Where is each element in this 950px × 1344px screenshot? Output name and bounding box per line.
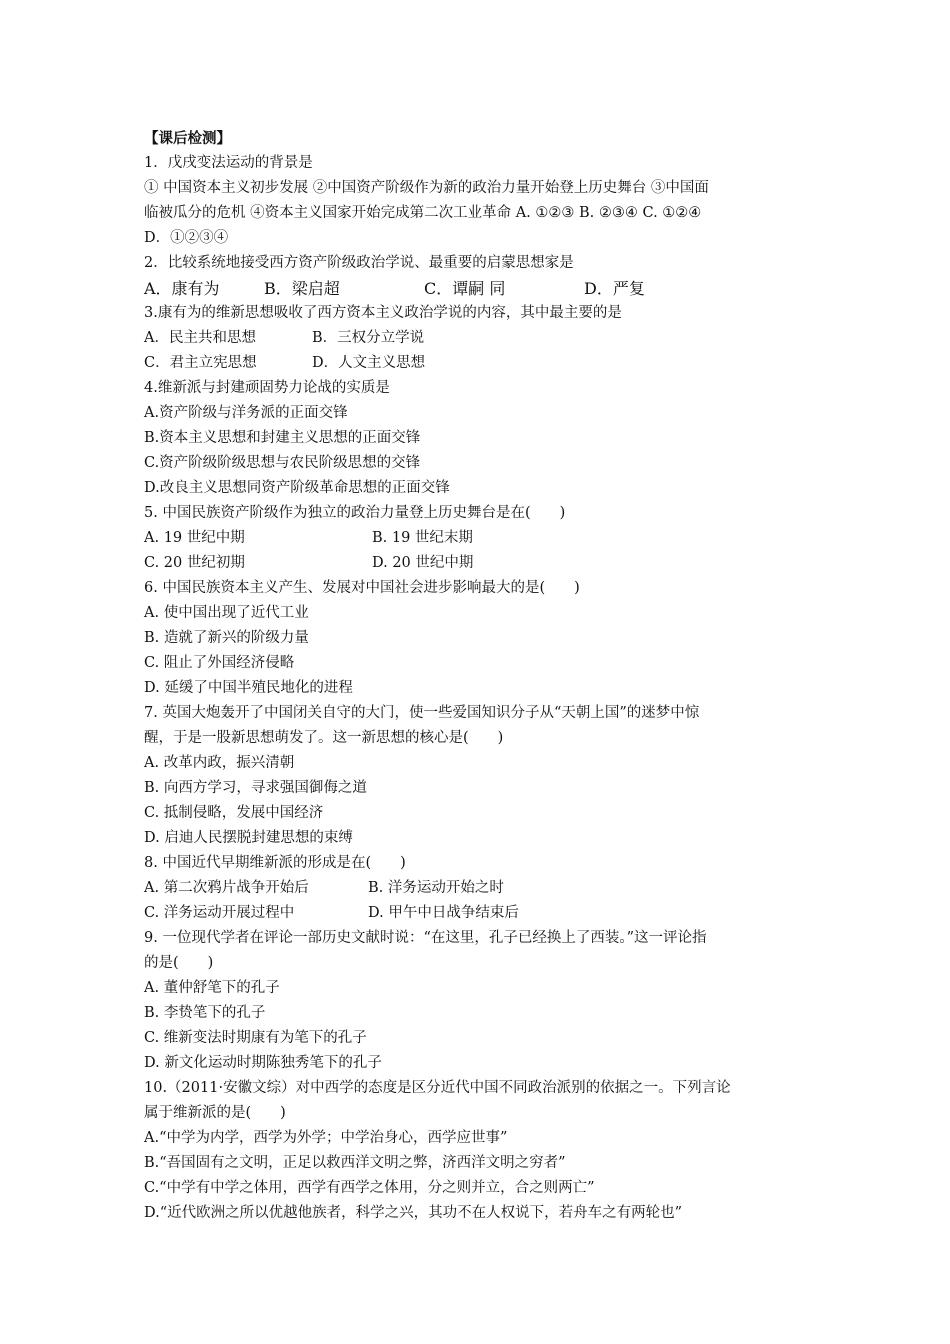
question-7-option-a: A. 改革内政，振兴清朝 [144,755,295,771]
question-4-option-c: C.资产阶级阶级思想与农民阶级思想的交锋 [144,455,421,471]
question-10-option-a: A.“中学为内学，西学为外学；中学治身心，西学应世事” [144,1130,508,1146]
question-7-option-c: C. 抵制侵略，发展中国经济 [144,805,324,821]
question-5-option-a: A. 19 世纪中期 [144,530,245,546]
question-9-option-c: C. 维新变法时期康有为笔下的孔子 [144,1030,367,1046]
question-6-option-a: A. 使中国出现了近代工业 [144,605,309,621]
question-2-option-b: B．梁启超 [264,279,340,298]
question-8-options-row-1 [144,876,814,901]
question-3-option-b: B．三权分立学说 [312,330,425,346]
question-5-option-b: B. 19 世纪末期 [372,530,473,546]
question-6-option-c: C. 阻止了外国经济侵略 [144,655,295,671]
question-6-stem: 6. 中国民族资本主义产生、发展对中国社会进步影响最大的是( ) [144,580,580,596]
question-3-options-row-1 [144,326,814,351]
question-5-options-row-2 [144,551,814,576]
question-9-stem-line-2: 的是( ) [144,955,214,971]
question-7-stem-line-2: 醒，于是一股新思想萌发了。这一新思想的核心是( ) [144,730,504,746]
question-8-option-b: B. 洋务运动开始之时 [368,880,504,896]
section-title: 【课后检测】 [144,130,231,147]
question-1-body-line-2: 临被瓜分的危机 ④资本主义国家开始完成第二次工业革命 A. ①②③ B. ②③④ C. ①②④ [144,205,702,221]
question-2-option-d: D．严复 [584,279,645,298]
question-3-options-row-2 [144,351,814,376]
question-4-option-b: B.资本主义思想和封建主义思想的正面交锋 [144,430,421,446]
question-2-option-c: C．谭嗣 同 [424,279,506,298]
question-8-options-row-2 [144,901,814,926]
question-3-option-a: A．民主共和思想 [144,330,256,346]
question-8-option-d: D. 甲午中日战争结束后 [368,905,519,921]
question-5-stem: 5. 中国民族资产阶级作为独立的政治力量登上历史舞台是在( ) [144,505,566,521]
question-9-option-b: B. 李贽笔下的孔子 [144,1005,266,1021]
question-5-option-d: D. 20 世纪中期 [372,555,474,571]
question-3-stem: 3.康有为的维新思想吸收了西方资本主义政治学说的内容，其中最主要的是 [144,305,622,321]
question-10-option-b: B.“吾国固有之文明，正足以救西洋文明之弊，济西洋文明之穷者” [144,1155,566,1171]
question-10-stem-line-2: 属于维新派的是( ) [144,1105,286,1121]
question-4-stem: 4.维新派与封建顽固势力论战的实质是 [144,380,390,396]
question-6-option-b: B. 造就了新兴的阶级力量 [144,630,309,646]
question-8-stem: 8. 中国近代早期维新派的形成是在( ) [144,855,406,871]
question-2-stem: 2．比较系统地接受西方资产阶级政治学说、最重要的启蒙思想家是 [144,255,574,271]
question-2-options [144,276,814,301]
question-10-stem-line-1: 10.（2011·安徽文综）对中西学的态度是区分近代中国不同政治派别的依据之一。下列言论 [144,1080,731,1096]
question-10-option-c: C.“中学有中学之体用，西学有西学之体用，分之则并立，合之则两亡” [144,1180,595,1196]
question-9-stem-line-1: 9. 一位现代学者在评论一部历史文献时说：“在这里，孔子已经换上了西装。”这一评论指 [144,930,707,946]
question-4-option-a: A.资产阶级与洋务派的正面交锋 [144,405,348,421]
question-7-option-d: D. 启迪人民摆脱封建思想的束缚 [144,830,353,846]
question-1-stem: 1．戊戌变法运动的背景是 [144,155,313,171]
question-5-option-c: C. 20 世纪初期 [144,555,245,571]
question-1-body-line-1: ① 中国资本主义初步发展 ②中国资产阶级作为新的政治力量开始登上历史舞台 ③中国面 [144,180,709,196]
question-10-option-d: D.“近代欧洲之所以优越他族者，科学之兴，其功不在人权说下，若舟车之有两轮也” [144,1205,683,1221]
question-3-option-c: C．君主立宪思想 [144,355,257,371]
question-9-option-a: A. 董仲舒笔下的孔子 [144,980,280,996]
question-4-option-d: D.改良主义思想同资产阶级革命思想的正面交锋 [144,480,450,496]
question-3-option-d: D．人文主义思想 [312,355,426,371]
question-6-option-d: D. 延缓了中国半殖民地化的进程 [144,680,353,696]
document-page [144,126,814,1226]
question-7-option-b: B. 向西方学习，寻求强国御侮之道 [144,780,367,796]
question-9-option-d: D. 新文化运动时期陈独秀笔下的孔子 [144,1055,382,1071]
question-1-body-line-3: D．①②③④ [144,230,229,246]
question-8-option-a: A. 第二次鸦片战争开始后 [144,880,309,896]
question-8-option-c: C. 洋务运动开展过程中 [144,905,295,921]
question-5-options-row-1 [144,526,814,551]
question-2-option-a: A．康有为 [144,279,220,298]
question-7-stem-line-1: 7. 英国大炮轰开了中国闭关自守的大门，使一些爱国知识分子从“天朝上国”的迷梦中惊 [144,705,700,721]
